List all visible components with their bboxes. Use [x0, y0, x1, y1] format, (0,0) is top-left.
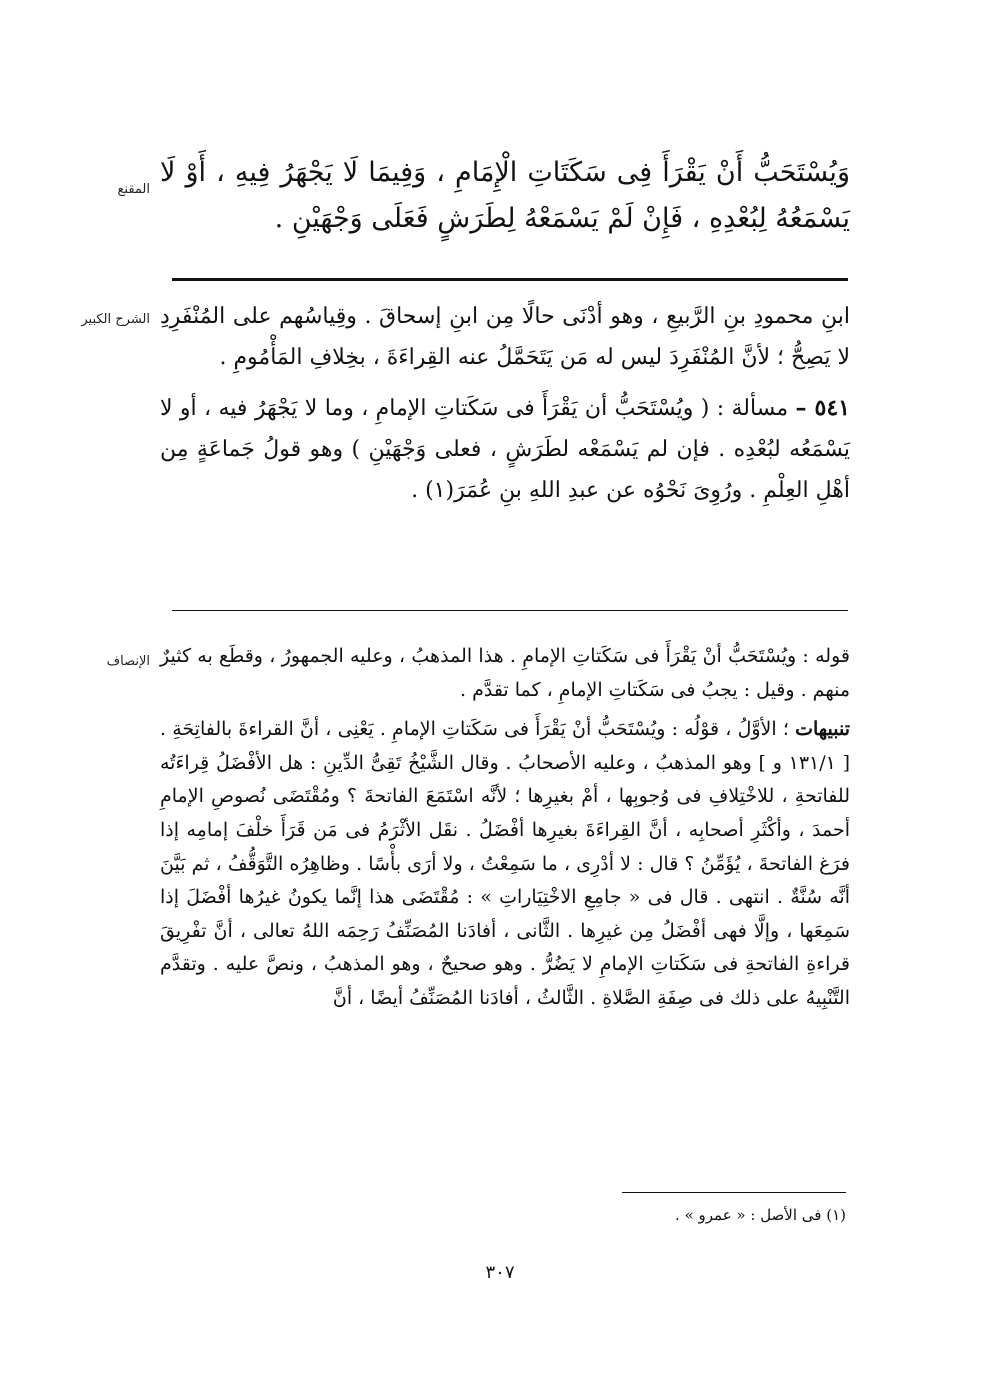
insaf-paragraph-2 [160, 713, 850, 1015]
footnote: (١) فى الأصل : « عمرو » . [675, 1206, 846, 1224]
section-label-sharh: الشرح الكبير [81, 312, 150, 327]
muqni-paragraph: وَيُسْتَحَبُّ أَنْ يَقْرَأَ فِى سَكَتَاتِ الْإِمَامِ ، وَفِيمَا لَا يَجْهَرُ فِيهِ ، أَوْ لَا يَسْمَعُهُ لِبُعْدِهِ ، فَإِنْ لَمْ يَسْمَعْهُ لِطَرَشٍ فَعَلَى وَجْهَيْنِ . [160, 157, 850, 234]
masala-text: مسألة : ( ويُسْتَحَبُّ أن يَقْرَأَ فى سَكَتاتِ الإمامِ ، وما لا يَجْهَرُ فيه ، أو لا يَسْمَعُه لبُعْدِه . فإن لم يَسْمَعْه لطَرَشٍ ، فعلى وَجْهَيْنِ ) وهو قولُ جَماعَةٍ مِن أهْلِ العِلْمِ . ورُوِىَ نَحْوُه عن عبدِ اللهِ بنِ عُمَرَ(١) . [160, 396, 850, 503]
section-label-insaf: الإنصاف [106, 654, 150, 669]
footnote-divider [622, 1192, 846, 1193]
sharh-paragraph-1: ابنِ محمودِ بنِ الرَّبيعِ ، وهو أدْنَى حالًا مِن ابنِ إسحاقَ . وقِياسُهم على المُنْفَرِدِ لا يَصِحُّ ؛ لأنَّ المُنْفَرِدَ ليس له مَن يَتَحَمَّلُ عنه القِراءَةَ ، بخِلافِ المَأْمُومِ . [160, 304, 850, 370]
masala-number: ٥٤١ – [795, 395, 850, 421]
insaf-text [160, 640, 850, 1016]
masala-paragraph [160, 388, 850, 511]
muqni-text [160, 150, 850, 242]
divider-thin [172, 610, 848, 611]
section-label-muqni: المقنع [117, 182, 150, 197]
insaf-paragraph-1: قوله : ويُسْتَحَبُّ أنْ يَقْرَأَ فى سَكَتاتِ الإمامِ . هذا المذهبُ ، وعليه الجمهورُ ، وقطَع به كثيرٌ منهم . وقيل : يجبُ فى سَكَتاتِ الإمامِ ، كما تقدَّم . [160, 645, 850, 701]
divider-thick [172, 278, 848, 281]
sharh-text [160, 296, 850, 511]
tanbihat-heading: تنبيهات [795, 718, 850, 741]
page-number: ٣٠٧ [485, 1262, 515, 1283]
insaf-paragraph-2-text: ؛ الأوَّلُ ، قوْلُه : ويُسْتَحَبُّ أنْ يَقْرَأَ فى سَكَتاتِ الإمامِ . يَعْنِى ، أنَّ القراءةَ بالفاتِحَةِ . [ ١٣١/١ و ] وهو المذهبُ ، وعليه الأصحابُ . وقال الشَّيْخُ تَقِىُّ الدِّينِ : هل الأفْضَلُ قِراءَتُه للفاتحةِ ، للاخْتِلافِ فى وُجوبِها ، أمْ بغيرِها ؛ لأنَّه اسْتَمَعَ الفاتحةَ ؟ ومُقْتَضَى نُصوصِ الإمامِ أحمدَ ، وأكْثَرِ أصحابِه ، أنَّ القِراءَةَ بغيرِها أفْضَلُ . نقَل الأثْرَمُ فى مَن قَرَأَ خلْفَ إمامِه إذا فرَغ الفاتحةَ ، يُؤَمِّنُ ؟ قال : لا أدْرِى ، ما سَمِعْتُ ، ولا أرَى بأْسًا . وظاهِرُه التَّوَقُّفُ ، ثم بَيَّنَ أنَّه سُنَّةٌ . انتهى . قال فى « جامِعِ الاخْتِيَاراتِ » : مُقْتَضَى هذا إنَّما يكونُ غيرُها أفْضَلَ إذا سَمِعَها ، وإلَّا فهى أفْضَلُ مِن غيرِها . الثَّانى ، أفادَنا المُصَنِّفُ رَحِمَه اللهُ تعالى ، أنَّ تفْرِيقَ قراءةِ الفاتحةِ فى سَكَتاتِ الإمامِ لا يَضُرُّ . وهو صحيحٌ ، وهو المذهبُ ، ونصَّ عليه . وتقدَّم التَّنْبِيهُ على ذلك فى صِفَةِ الصَّلاةِ . الثَّالثُ ، أفادَنا المُصَنِّفُ أيضًا ، أنَّ [160, 718, 851, 1009]
